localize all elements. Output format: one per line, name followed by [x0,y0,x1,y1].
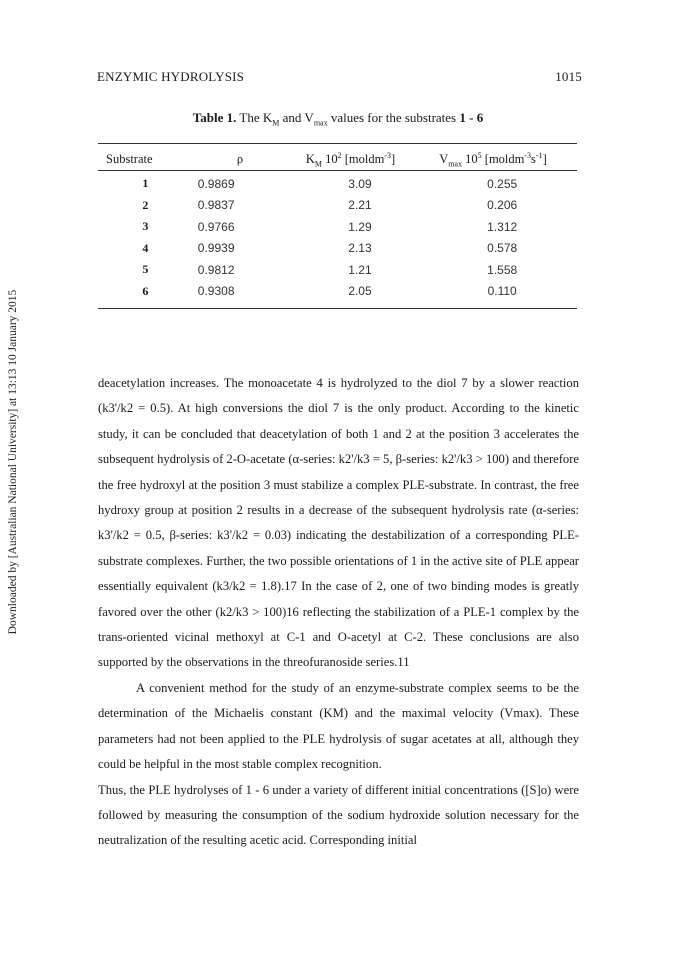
cell-vmax: 0.206 [487,198,518,213]
cell-substrate: 2 [142,197,149,212]
table-caption-text: The $K_M$ and $V_{max}$ values for the substrates 1 - 6 [239,110,484,128]
table-top-rule [98,143,577,144]
cell-substrate: 5 [142,262,149,277]
cell-vmax: 1.558 [487,262,518,277]
kinetics-table [98,143,577,309]
table-body [98,171,577,304]
cell-km: 2.05 [348,284,372,299]
cell-vmax: 0.255 [487,176,518,191]
cell-km: 1.21 [348,262,372,277]
page-number: 1015 [555,69,582,84]
cell-substrate: 4 [142,240,149,255]
cell-rho: 0.9766 [197,219,235,234]
table-row [98,238,577,260]
table-header-row [98,148,577,170]
table-row [98,259,577,281]
cell-vmax: 0.578 [487,241,518,256]
header-rho: ρ [236,151,244,166]
header-vmax: $V_{max}$ $10^5$ $[moldm^{-3}s^{-1}]$ [439,150,547,168]
table-row [98,173,577,195]
cell-vmax: 0.110 [487,284,517,299]
table-bottom-rule [98,308,577,309]
cell-rho: 0.9869 [197,176,235,191]
table-row [98,281,577,303]
cell-vmax: 1.312 [487,219,518,234]
cell-rho: 0.9939 [197,241,235,256]
paragraph-kinetics: deacetylation increases. The monoacetate 4 is hydrolyzed to the diol 7 by a slower reaction (k3'/k2 = 0.5). At high conversions the diol 7 is the only product. According to the kinetic study, it can be concluded that deacetylation of both 1 and 2 at the position 3 accelerates the subsequent hydrolysis of 2-O-acetate (α-series: k2'/k3 = 5, β-series: k2'/k3 > 100) and therefore the free hydroxyl at the position 3 must stabilize a complex PLE-substrate. In contrast, the free hydroxy group at position 2 results in a decrease of the subsequent hydrolysis rate (α-series: k3'/k2 = 0.5, β-series: k3'/k2 = 0.03) indicating the destabilization of a corresponding PLE-substrate complexes. Further, the two possible orientations of 1 in the active site of PLE appear essentially equivalent (k3/k2 = 1.8).17 In the case of 2, one of two binding modes is greatly favored over the other (k2/k3 > 100)16 reflecting the stabilization of a PLE-1 complex by the trans-oriented vicinal methoxyl at C-1 and O-acetyl at C-2. These conclusions are also supported by the observations in the threofuranoside series.11 [98,376,579,670]
cell-rho: 0.9308 [197,284,235,299]
table-row [98,195,577,217]
cell-rho: 0.9837 [197,198,235,213]
body-text [98,371,579,854]
table-caption [98,110,578,126]
cell-km: 2.13 [348,241,372,256]
cell-km: 3.09 [348,176,372,191]
cell-substrate: 6 [142,283,149,298]
download-banner: Downloaded by [Australian National University] at 13:13 10 January 2015 [7,289,19,635]
cell-substrate: 3 [142,219,149,234]
cell-km: 2.21 [348,198,372,213]
paragraph-michaelis: A convenient method for the study of an enzyme-substrate complex seems to be the determination of the Michaelis constant (KM) and the maximal velocity (Vmax). These parameters had not been applied to the PLE hydrolysis of sugar acetates at all, although they could be helpful in the most stable complex recognition. [98,680,579,772]
table-row [98,216,577,238]
header-substrate: Substrate [106,151,153,166]
cell-km: 1.29 [348,219,372,234]
table-caption-label: Table 1. [192,110,237,125]
cell-substrate: 1 [142,176,149,191]
running-head-title: ENZYMIC HYDROLYSIS [97,69,245,84]
header-km: $K_M$ $10^2$ [moldm$^{-3}$] [305,150,396,168]
cell-rho: 0.9812 [197,262,235,277]
paragraph-hydrolyses: Thus, the PLE hydrolyses of 1 - 6 under a variety of different initial concentrations ([S]o) were followed by measuring the consumption of the sodium hydroxide solution necessary for the neutralization of the resulting acetic acid. Corresponding initial [98,782,579,848]
